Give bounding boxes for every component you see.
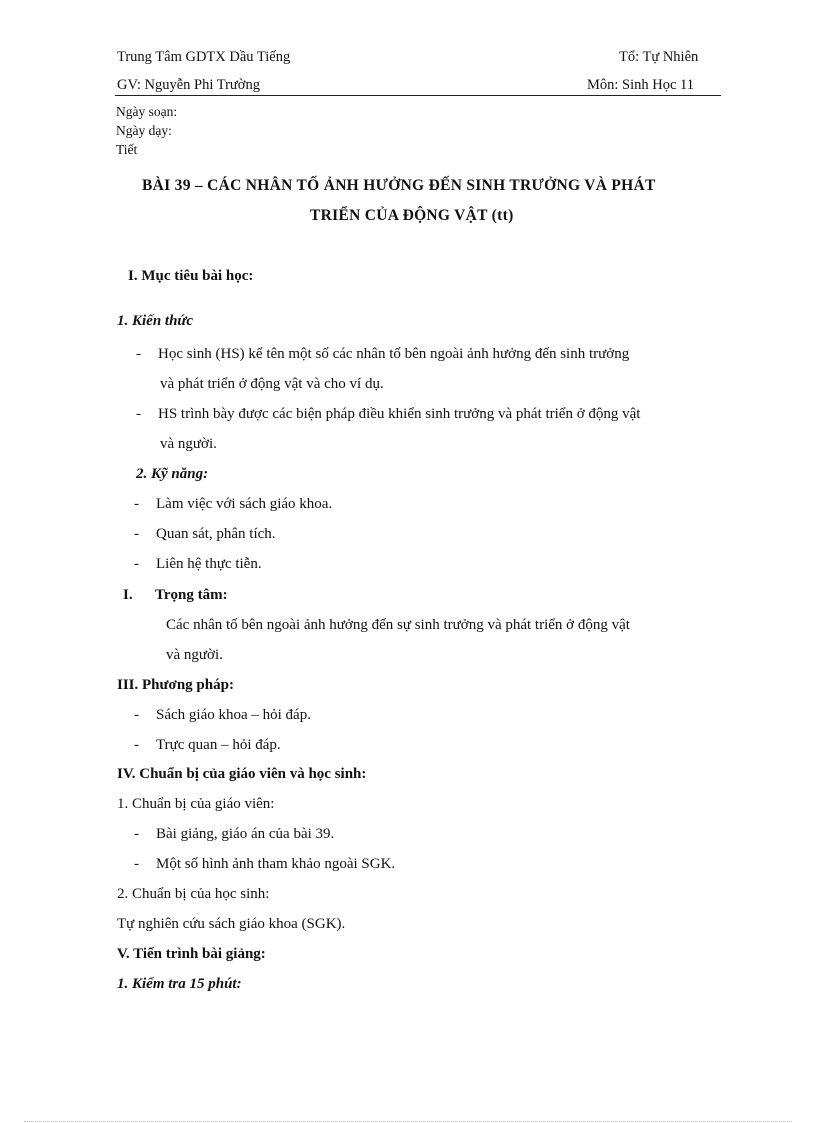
method-item-1: - Sách giáo khoa – hỏi đáp. [134, 707, 311, 723]
focus-text-1: Các nhân tố bên ngoài ảnh hưởng đến sự sinh trưởng và phát triển ở động vật [166, 617, 630, 633]
quiz-heading: 1. Kiểm tra 15 phút: [117, 976, 242, 992]
prep-date-label: Ngày soạn: [116, 104, 178, 119]
preparation-heading: IV. Chuẩn bị của giáo viên và học sinh: [117, 766, 367, 782]
teacher-prep-heading: 1. Chuẩn bị của giáo viên: [117, 796, 275, 812]
knowledge-item-2-cont: và người. [160, 436, 217, 452]
bullet-dash: - [134, 496, 139, 512]
bullet-dash: - [134, 707, 139, 723]
knowledge-item-2: - HS trình bày được các biện pháp điều khiển sinh trưởng và phát triển ở động vật [136, 406, 641, 422]
objectives-heading: I. Mục tiêu bài học: [128, 268, 254, 284]
teach-date-label: Ngày dạy: [116, 123, 172, 138]
skill-item-1: - Làm việc với sách giáo khoa. [134, 496, 333, 512]
bullet-dash: - [134, 526, 139, 542]
bullet-dash: - [134, 856, 139, 872]
method-item-2: - Trực quan – hỏi đáp. [134, 737, 281, 753]
focus-heading: Trọng tâm: [155, 587, 228, 603]
methods-heading: III. Phương pháp: [117, 677, 234, 693]
lesson-title-line-2: TRIỂN CỦA ĐỘNG VẬT (tt) [310, 207, 514, 224]
knowledge-item-1: - Học sinh (HS) kể tên một số các nhân tố bên ngoài ảnh hưởng đến sinh trưởng [136, 346, 630, 362]
period-label: Tiết [116, 142, 138, 157]
knowledge-heading: 1. Kiến thức [117, 313, 194, 329]
lesson-title-line-1: BÀI 39 – CÁC NHÂN TỐ ẢNH HƯỞNG ĐẾN SINH TRƯỞNG VÀ PHÁT [142, 177, 656, 194]
focus-number: I. [123, 587, 133, 603]
header-rule [115, 95, 721, 96]
student-prep-heading: 2. Chuẩn bị của học sinh: [117, 886, 270, 902]
teacher-prep-item-2: - Một số hình ảnh tham khảo ngoài SGK. [134, 856, 396, 872]
skills-heading: 2. Kỹ năng: [136, 466, 209, 482]
bullet-dash: - [134, 556, 139, 572]
skill-item-2: - Quan sát, phân tích. [134, 526, 276, 542]
bullet-dash: - [136, 406, 141, 422]
teacher-name: GV: Nguyễn Phi Trường [117, 77, 260, 93]
bullet-dash: - [136, 346, 141, 362]
teacher-prep-item-1: - Bài giảng, giáo án của bài 39. [134, 826, 335, 842]
bullet-dash: - [134, 826, 139, 842]
knowledge-item-1-cont: và phát triển ở động vật và cho ví dụ. [160, 376, 384, 392]
bullet-dash: - [134, 737, 139, 753]
focus-text-2: và người. [166, 647, 223, 663]
department-name: Tổ: Tự Nhiên [619, 49, 699, 65]
student-prep-text: Tự nghiên cứu sách giáo khoa (SGK). [117, 916, 346, 932]
subject-name: Môn: Sinh Học 11 [587, 77, 695, 93]
process-heading: V. Tiến trình bài giảng: [117, 946, 266, 962]
page-bottom-border [24, 1121, 792, 1122]
skill-item-3: - Liên hệ thực tiễn. [134, 556, 262, 572]
school-name: Trung Tâm GDTX Dầu Tiếng [117, 49, 291, 65]
